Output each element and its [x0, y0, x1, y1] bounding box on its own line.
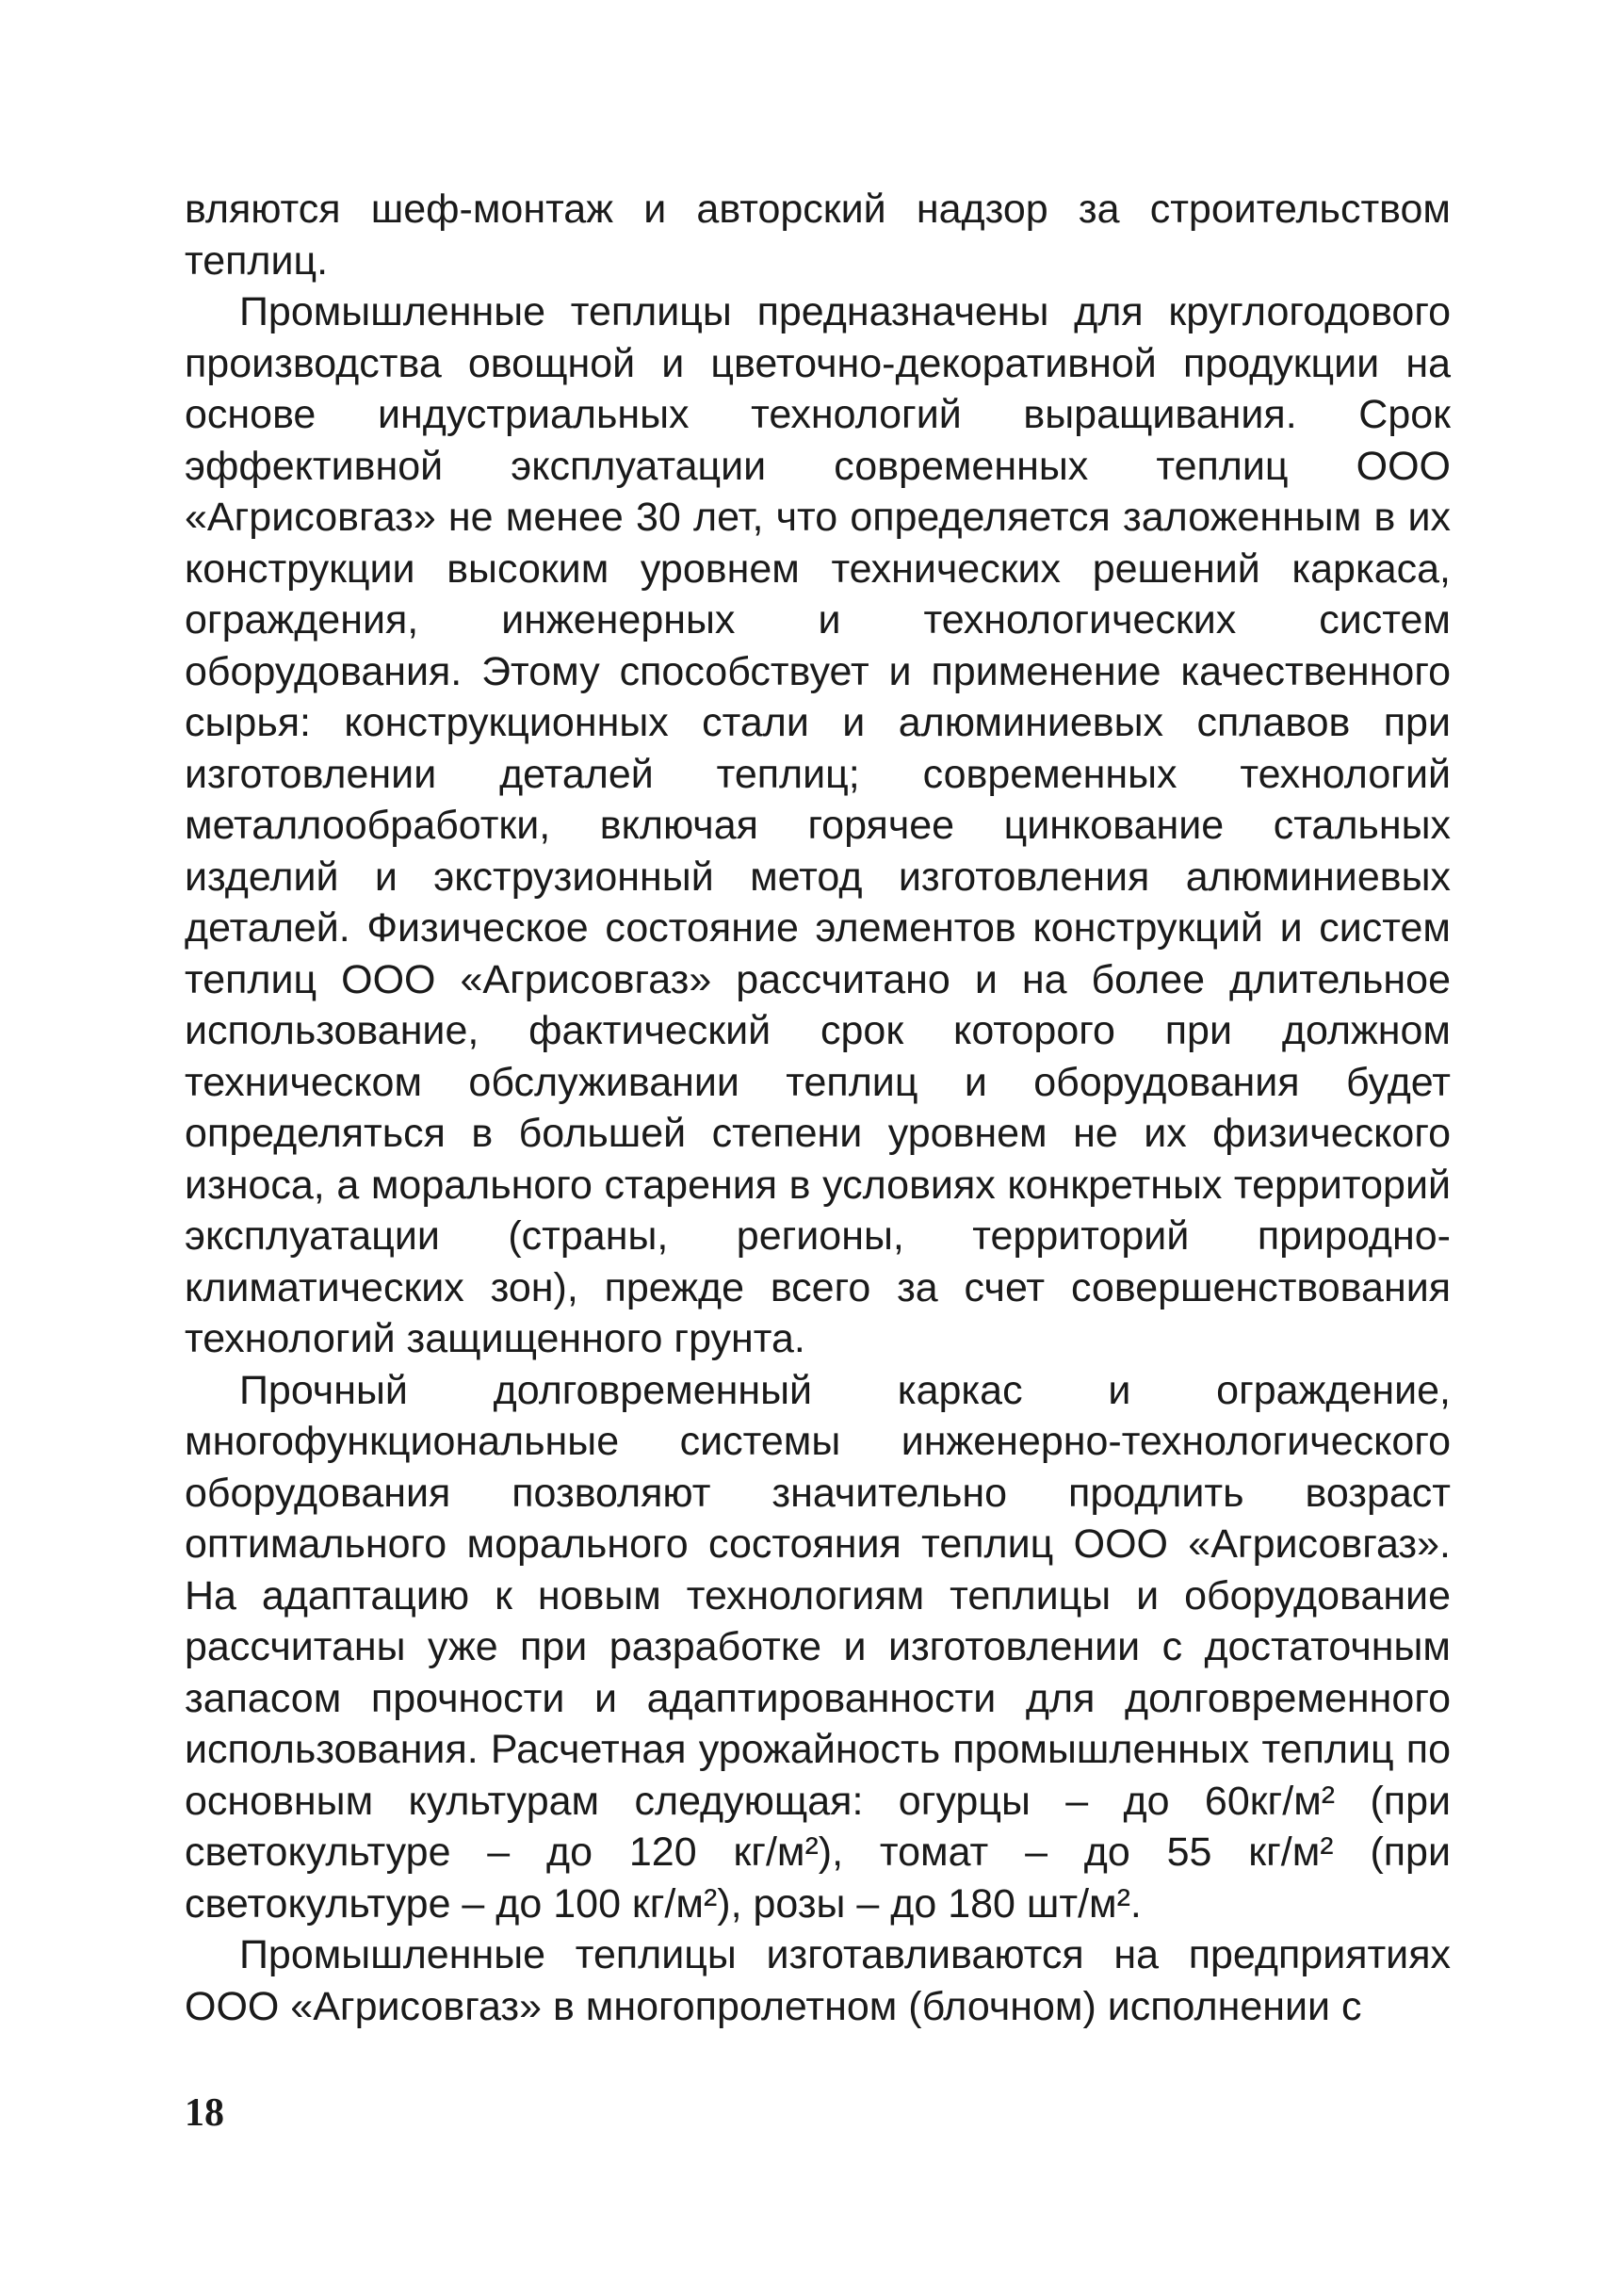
- paragraph-manufacturing: Промышленные теплицы изготавливаются на предприятиях ООО «Агрисовгаз» в многопролетном (блочном) исполнении с: [185, 1932, 1451, 2029]
- paragraph-industrial-greenhouses: Промышленные теплицы предназначены для круглогодового производства овощной и цветочно-декоративной продукции на основе индустриальных технологий выращивания. Срок эффективной эксплуатации современных теплиц ООО «Агрисовгаз» не менее 30 лет, что определяется заложенным в их конструкции высоким уровнем технических решений каркаса, ограждения, инженерных и технологических систем оборудования. Этому способствует и применение качественного сырья: конструкционных стали и алюминиевых сплавов при изготовлении деталей теплиц; современных технологий металлообработки, включая горячее цинкование стальных изделий и экструзионный метод изготовления алюминиевых деталей. Физическое состояние элементов конструкций и систем теплиц ООО «Агрисовгаз» рассчитано и на более длительное использование, фактический срок которого при должном техническом обслуживании теплиц и оборудования будет определяться в большей степени уровнем не их физического износа, а морального старения в условиях конкретных территорий эксплуатации (страны, регионы, территорий природно-климатических зон), прежде всего за счет совершенствования технологий защищенного грунта.: [185, 289, 1451, 1361]
- paragraph-durable-frame: Прочный долговременный каркас и ограждение, многофункциональные системы инженерно-технологического оборудования позволяют значительно продлить возраст оптимального морального состояния теплиц ООО «Агрисовгаз». На адаптацию к новым технологиям теплицы и оборудование рассчитаны уже при разработке и изготовлении с достаточным запасом прочности и адаптированности для долговременного использования. Расчетная урожайность промышленных теплиц по основным культурам следующая: огурцы – до 60кг/м² (при светокультуре – до 120 кг/м²), томат – до 55 кг/м² (при светокультуре – до 100 кг/м²), розы – до 180 шт/м².: [185, 1367, 1451, 1927]
- paragraph-continuation: вляются шеф-монтаж и авторский надзор за строительством теплиц.: [185, 187, 1451, 284]
- page-number: 18: [185, 2091, 224, 2135]
- body-text: [185, 184, 1451, 2032]
